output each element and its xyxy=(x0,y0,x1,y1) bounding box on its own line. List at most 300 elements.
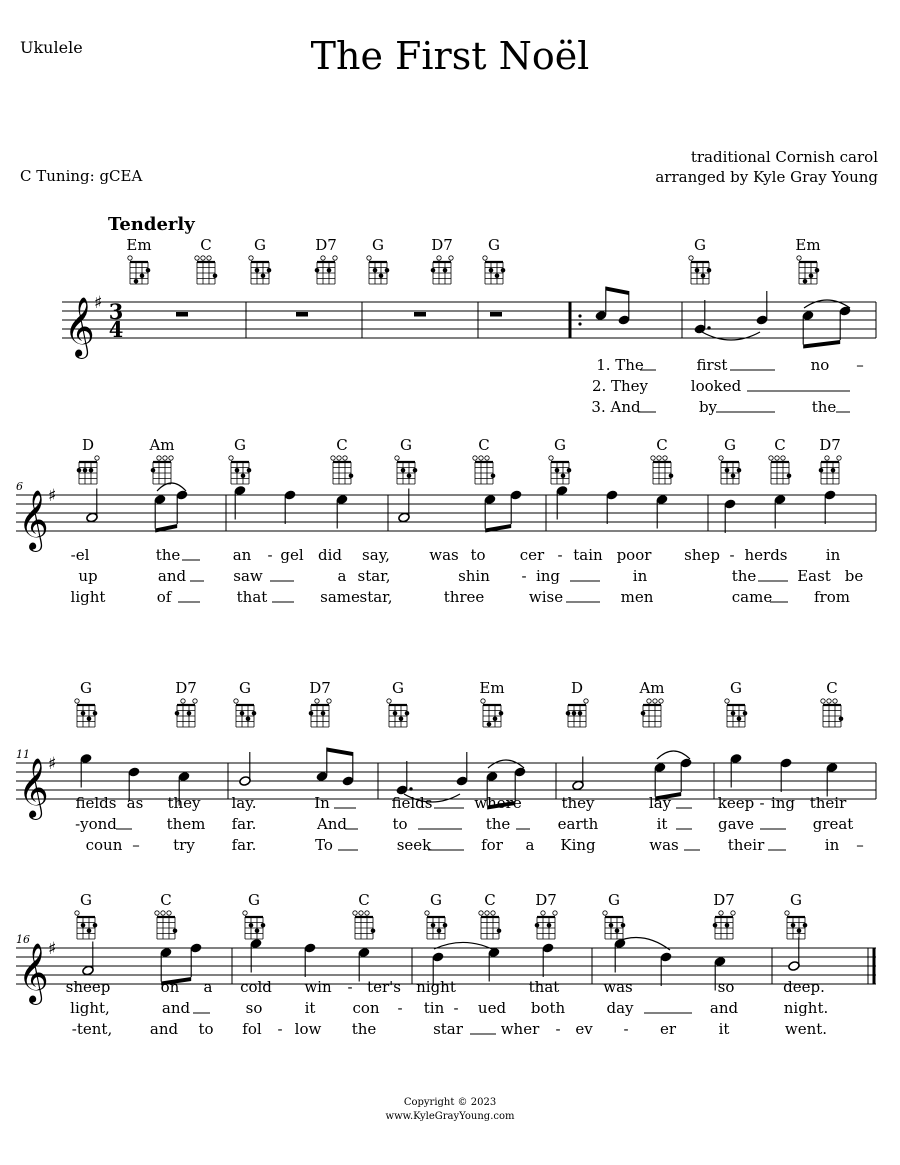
repeat-dot xyxy=(578,314,581,317)
verse-3-lyric: wher xyxy=(500,1020,540,1038)
open-string-marker xyxy=(775,456,779,460)
chord-name: G xyxy=(254,236,266,254)
verse-1-lyric: their xyxy=(809,794,847,812)
note xyxy=(190,943,202,977)
open-string-marker xyxy=(155,911,159,915)
note xyxy=(660,952,672,986)
verse-3-lyric: star, xyxy=(359,588,393,606)
finger-dot xyxy=(431,923,436,928)
verse-3-lyric: fol xyxy=(242,1020,262,1038)
finger-dot xyxy=(701,273,706,278)
finger-dot xyxy=(349,473,354,478)
verse-1-lyric: tain xyxy=(573,546,603,564)
verse-3-lyric: came xyxy=(731,588,773,606)
chord-diagram xyxy=(549,436,572,484)
verse-2-lyric: both xyxy=(530,999,566,1017)
chord-name: G xyxy=(724,436,736,454)
verse-3-lyric: that xyxy=(236,588,268,606)
beam xyxy=(606,287,629,296)
open-string-marker xyxy=(797,256,801,260)
verse-1-lyric: To xyxy=(315,836,333,854)
open-string-marker xyxy=(331,456,335,460)
verse-1-lyric: where xyxy=(474,794,522,812)
open-string-marker xyxy=(553,911,557,915)
chord-diagram xyxy=(689,236,712,284)
verse-1-lyric: they xyxy=(561,794,595,812)
finger-dot xyxy=(743,711,748,716)
verse-1-lyric: try xyxy=(173,836,195,854)
note xyxy=(606,490,618,524)
chord-diagram xyxy=(785,891,808,939)
finger-dot xyxy=(725,468,730,473)
measure-number: 6 xyxy=(16,480,23,493)
finger-dot xyxy=(731,473,736,478)
chord-diagram xyxy=(725,679,748,727)
verse-1-lyric: King xyxy=(560,836,596,854)
chord-name: Am xyxy=(149,436,175,454)
finger-dot xyxy=(578,711,583,716)
verse-2-lyric: -yond xyxy=(75,815,117,833)
dot xyxy=(409,787,412,790)
note xyxy=(304,943,316,977)
verse-1-lyric: was xyxy=(429,546,459,564)
chord-diagram xyxy=(195,236,218,284)
finger-dot xyxy=(252,711,257,716)
slur xyxy=(488,760,524,768)
finger-dot xyxy=(87,716,92,721)
chord-name: D7 xyxy=(315,236,337,254)
chord-diagram xyxy=(425,891,448,939)
verse-3-lyric: and xyxy=(149,1020,179,1038)
verse-1-lyric: - xyxy=(557,546,563,564)
finger-dot xyxy=(235,468,240,473)
finger-dot xyxy=(487,722,492,727)
verse-1-lyric: sheep xyxy=(65,978,111,996)
verse-2-lyric: it xyxy=(304,999,316,1017)
finger-dot xyxy=(401,468,406,473)
open-string-marker xyxy=(825,456,829,460)
finger-dot xyxy=(731,711,736,716)
note xyxy=(656,494,668,528)
open-string-marker xyxy=(689,256,693,260)
chord-name: Em xyxy=(126,236,152,254)
verse-3-lyric: er xyxy=(659,1020,677,1038)
finger-dot xyxy=(707,268,712,273)
note xyxy=(82,942,94,976)
finger-dot xyxy=(309,711,314,716)
note xyxy=(826,762,838,796)
open-string-marker xyxy=(651,456,655,460)
finger-dot xyxy=(267,268,272,273)
verse-1-lyric: poor xyxy=(616,546,652,564)
verse-2-lyric: the xyxy=(731,567,757,585)
verse-1-lyric: ter's xyxy=(367,978,401,996)
chord-diagram xyxy=(473,436,496,484)
finger-dot xyxy=(797,928,802,933)
finger-dot xyxy=(495,273,500,278)
open-string-marker xyxy=(367,256,371,260)
finger-dot xyxy=(501,268,506,273)
chord-name: C xyxy=(200,236,212,254)
open-string-marker xyxy=(541,911,545,915)
open-string-marker xyxy=(483,256,487,260)
chord-name: G xyxy=(488,236,500,254)
verse-2-lyric: ued xyxy=(477,999,507,1017)
open-string-marker xyxy=(243,911,247,915)
chord-name: G xyxy=(234,436,246,454)
verse-1-lyric: In xyxy=(314,794,330,812)
verse-1-lyric: in xyxy=(824,836,840,854)
open-string-marker xyxy=(833,699,837,703)
verse-1-lyric: night xyxy=(416,978,456,996)
note xyxy=(614,938,626,972)
finger-dot xyxy=(83,468,88,473)
verse-2-lyric: great xyxy=(812,815,854,833)
chord-name: G xyxy=(248,891,260,909)
verse-3-lyric: -tent, xyxy=(71,1020,113,1038)
finger-dot xyxy=(413,468,418,473)
verse-1-lyric: - xyxy=(729,546,735,564)
verse-1-lyric: – xyxy=(856,836,864,854)
finger-dot xyxy=(407,473,412,478)
verse-2-lyric: gave xyxy=(718,815,754,833)
finger-dot xyxy=(81,923,86,928)
verse-1-lyric: an xyxy=(232,546,252,564)
finger-dot xyxy=(213,273,218,278)
finger-dot xyxy=(93,923,98,928)
chord-name: C xyxy=(826,679,838,697)
chord-diagram xyxy=(387,679,410,727)
slur xyxy=(434,942,498,952)
chord-name: D xyxy=(570,679,584,697)
finger-dot xyxy=(725,923,730,928)
open-string-marker xyxy=(163,456,167,460)
verse-3-lyric: to xyxy=(198,1020,214,1038)
key-signature-sharp: ♯ xyxy=(48,754,57,774)
finger-dot xyxy=(261,273,266,278)
time-signature-top: 3 xyxy=(108,299,124,324)
open-string-marker xyxy=(485,456,489,460)
open-string-marker xyxy=(249,256,253,260)
chord-name: G xyxy=(730,679,742,697)
finger-dot xyxy=(791,923,796,928)
chord-diagram xyxy=(566,679,589,727)
open-string-marker xyxy=(337,456,341,460)
verse-1-lyric: was xyxy=(649,836,679,854)
verse-1-lyric: gel xyxy=(280,546,304,564)
finger-dot xyxy=(249,923,254,928)
verse-2-lyric: the xyxy=(485,815,511,833)
verse-2-lyric: and xyxy=(161,999,191,1017)
verse-1-lyric: they xyxy=(167,794,201,812)
verse-1-lyric: coun xyxy=(85,836,123,854)
open-string-marker xyxy=(481,699,485,703)
verse-1-lyric: a xyxy=(525,836,535,854)
finger-dot xyxy=(572,711,577,716)
open-string-marker xyxy=(95,456,99,460)
chord-name: G xyxy=(430,891,442,909)
finger-dot xyxy=(247,468,252,473)
note xyxy=(618,291,630,325)
open-string-marker xyxy=(359,911,363,915)
verse-2-lyric: so xyxy=(245,999,263,1017)
finger-dot xyxy=(393,711,398,716)
open-string-marker xyxy=(491,911,495,915)
slur xyxy=(804,300,850,308)
finger-dot xyxy=(499,711,504,716)
chord-name: D7 xyxy=(309,679,331,697)
chord-name: G xyxy=(239,679,251,697)
open-string-marker xyxy=(75,699,79,703)
chord-name: C xyxy=(478,436,490,454)
note xyxy=(250,938,262,972)
chord-name: G xyxy=(694,236,706,254)
finger-dot xyxy=(609,923,614,928)
arranger-line: arranged by Kyle Gray Young xyxy=(655,168,878,186)
verse-1-lyric: cold xyxy=(240,978,272,996)
finger-dot xyxy=(321,711,326,716)
open-string-marker xyxy=(663,456,667,460)
verse-1-lyric: for xyxy=(481,836,503,854)
verse-2-lyric: be xyxy=(844,567,864,585)
note xyxy=(154,494,166,528)
finger-dot xyxy=(255,268,260,273)
finger-dot xyxy=(261,923,266,928)
open-string-marker xyxy=(321,256,325,260)
verse-3-lyric: three xyxy=(443,588,485,606)
tempo-marking: Tenderly xyxy=(108,214,195,235)
verse-3-lyric: by xyxy=(698,398,718,416)
finger-dot xyxy=(547,923,552,928)
note xyxy=(654,762,666,796)
note xyxy=(398,489,410,523)
verse-2-lyric: shin xyxy=(458,567,490,585)
verse-1-lyric: cer xyxy=(519,546,545,564)
chord-name: G xyxy=(80,679,92,697)
finger-dot xyxy=(713,923,718,928)
verse-1-lyric: fields xyxy=(391,794,433,812)
chord-diagram xyxy=(651,436,674,484)
open-string-marker xyxy=(234,699,238,703)
finger-dot xyxy=(497,928,502,933)
verse-2-lyric: light, xyxy=(70,999,110,1017)
chord-diagram xyxy=(353,891,376,939)
finger-dot xyxy=(93,711,98,716)
note xyxy=(336,494,348,528)
chord-name: G xyxy=(608,891,620,909)
verse-3-lyric: wise xyxy=(528,588,564,606)
finger-dot xyxy=(373,268,378,273)
open-string-marker xyxy=(837,456,841,460)
note xyxy=(680,758,692,792)
finger-dot xyxy=(327,268,332,273)
chord-name: G xyxy=(400,436,412,454)
half-rest xyxy=(296,312,308,317)
open-string-marker xyxy=(333,256,337,260)
chord-diagram xyxy=(126,236,151,284)
open-string-marker xyxy=(425,911,429,915)
finger-dot xyxy=(240,711,245,716)
open-string-marker xyxy=(193,699,197,703)
open-string-marker xyxy=(128,256,132,260)
note xyxy=(788,937,800,971)
note xyxy=(595,287,607,321)
verse-3-lyric: of xyxy=(156,588,172,606)
finger-dot xyxy=(151,468,156,473)
note xyxy=(730,753,742,787)
finger-dot xyxy=(621,923,626,928)
chord-diagram xyxy=(243,891,266,939)
verse-3-lyric: low xyxy=(294,1020,322,1038)
composer-line: traditional Cornish carol xyxy=(690,148,878,166)
measure-number: 11 xyxy=(16,748,30,761)
verse-3-lyric: from xyxy=(814,588,850,606)
chord-name: C xyxy=(336,436,348,454)
verse-3-lyric: the xyxy=(811,398,837,416)
open-string-marker xyxy=(719,911,723,915)
finger-dot xyxy=(81,711,86,716)
open-string-marker xyxy=(549,456,553,460)
verse-1-lyric: shep xyxy=(684,546,720,564)
verse-3-lyric: same xyxy=(320,588,360,606)
verse-1-lyric: - xyxy=(759,794,765,812)
copyright: Copyright © 2023 xyxy=(403,1097,497,1108)
verse-1-lyric: first xyxy=(696,356,728,374)
open-string-marker xyxy=(353,911,357,915)
verse-2-lyric: - xyxy=(521,567,527,585)
verse-2-lyric: saw xyxy=(233,567,263,585)
verse-2-lyric: looked xyxy=(690,377,742,395)
note xyxy=(239,752,251,786)
finger-dot xyxy=(175,711,180,716)
note xyxy=(284,490,296,524)
finger-dot xyxy=(831,468,836,473)
chord-diagram xyxy=(483,236,506,284)
verse-1-lyric: herds xyxy=(744,546,788,564)
chord-name: D7 xyxy=(535,891,557,909)
chord-name: D7 xyxy=(713,891,735,909)
open-string-marker xyxy=(75,911,79,915)
tuning-label: C Tuning: gCEA xyxy=(20,167,143,185)
verse-3-lyric: men xyxy=(620,588,654,606)
verse-2-lyric: con xyxy=(352,999,380,1017)
page-title: The First Noël xyxy=(310,34,590,78)
note xyxy=(774,494,786,528)
verse-1-lyric: seek xyxy=(396,836,432,854)
note xyxy=(694,300,711,334)
chord-name: G xyxy=(790,891,802,909)
note xyxy=(234,485,246,519)
chord-diagram xyxy=(819,436,842,484)
half-rest xyxy=(490,312,502,317)
verse-3-lyric: it xyxy=(718,1020,730,1038)
note xyxy=(780,758,792,792)
open-string-marker xyxy=(479,911,483,915)
website: www.KyleGrayYoung.com xyxy=(385,1111,515,1122)
chord-name: Em xyxy=(795,236,821,254)
treble-clef: 𝄞 xyxy=(64,297,95,357)
verse-2-lyric: and xyxy=(709,999,739,1017)
verse-2-lyric: tin xyxy=(423,999,445,1017)
finger-dot xyxy=(803,923,808,928)
finger-dot xyxy=(87,928,92,933)
finger-dot xyxy=(566,711,571,716)
finger-dot xyxy=(146,268,151,273)
finger-dot xyxy=(567,468,572,473)
open-string-marker xyxy=(181,699,185,703)
chord-name: C xyxy=(358,891,370,909)
verse-1-lyric: so xyxy=(717,978,735,996)
half-rest xyxy=(414,312,426,317)
note xyxy=(572,757,584,791)
verse-1-lyric: a xyxy=(203,978,213,996)
chord-diagram xyxy=(535,891,558,939)
time-signature-bottom: 4 xyxy=(108,317,124,342)
verse-1-lyric: as xyxy=(126,794,144,812)
chord-diagram xyxy=(367,236,390,284)
chord-name: C xyxy=(656,436,668,454)
chord-diagram xyxy=(479,679,504,727)
open-string-marker xyxy=(207,256,211,260)
chord-diagram xyxy=(309,679,331,727)
open-string-marker xyxy=(395,456,399,460)
chord-diagram xyxy=(234,679,256,727)
note xyxy=(556,485,568,519)
beam xyxy=(803,340,840,349)
finger-dot xyxy=(315,268,320,273)
verse-2-lyric: 2. They xyxy=(591,377,649,395)
finger-dot xyxy=(443,268,448,273)
note xyxy=(802,310,814,344)
finger-dot xyxy=(489,268,494,273)
note xyxy=(396,761,413,795)
verse-1-lyric: to xyxy=(470,546,486,564)
open-string-marker xyxy=(157,456,161,460)
footer xyxy=(0,1096,900,1124)
note xyxy=(484,494,496,528)
verse-2-lyric: far. xyxy=(231,815,257,833)
open-string-marker xyxy=(161,911,165,915)
verse-1-lyric: keep xyxy=(717,794,755,812)
measure-number: 16 xyxy=(16,933,30,946)
finger-dot xyxy=(431,268,436,273)
chord-name: D7 xyxy=(175,679,197,697)
verse-2-lyric: up xyxy=(78,567,98,585)
open-string-marker xyxy=(731,911,735,915)
chord-name: D7 xyxy=(819,436,841,454)
note xyxy=(456,752,468,786)
chord-diagram xyxy=(148,436,174,484)
verse-2-lyric: East xyxy=(797,567,831,585)
finger-dot xyxy=(77,468,82,473)
finger-dot xyxy=(555,468,560,473)
verse-2-lyric: - xyxy=(397,999,403,1017)
repeat-dot xyxy=(578,322,581,325)
finger-dot xyxy=(399,716,404,721)
note xyxy=(824,490,836,524)
chord-diagram xyxy=(155,891,178,939)
open-string-marker xyxy=(657,456,661,460)
verse-1-lyric: -el xyxy=(70,546,90,564)
verse-1-lyric: on xyxy=(160,978,180,996)
dot xyxy=(707,326,710,329)
finger-dot xyxy=(405,711,410,716)
verse-2-lyric: ing xyxy=(535,567,561,585)
verse-2-lyric: it xyxy=(656,815,668,833)
half-rest xyxy=(176,312,188,317)
chord-diagram xyxy=(769,436,792,484)
note xyxy=(510,490,522,524)
